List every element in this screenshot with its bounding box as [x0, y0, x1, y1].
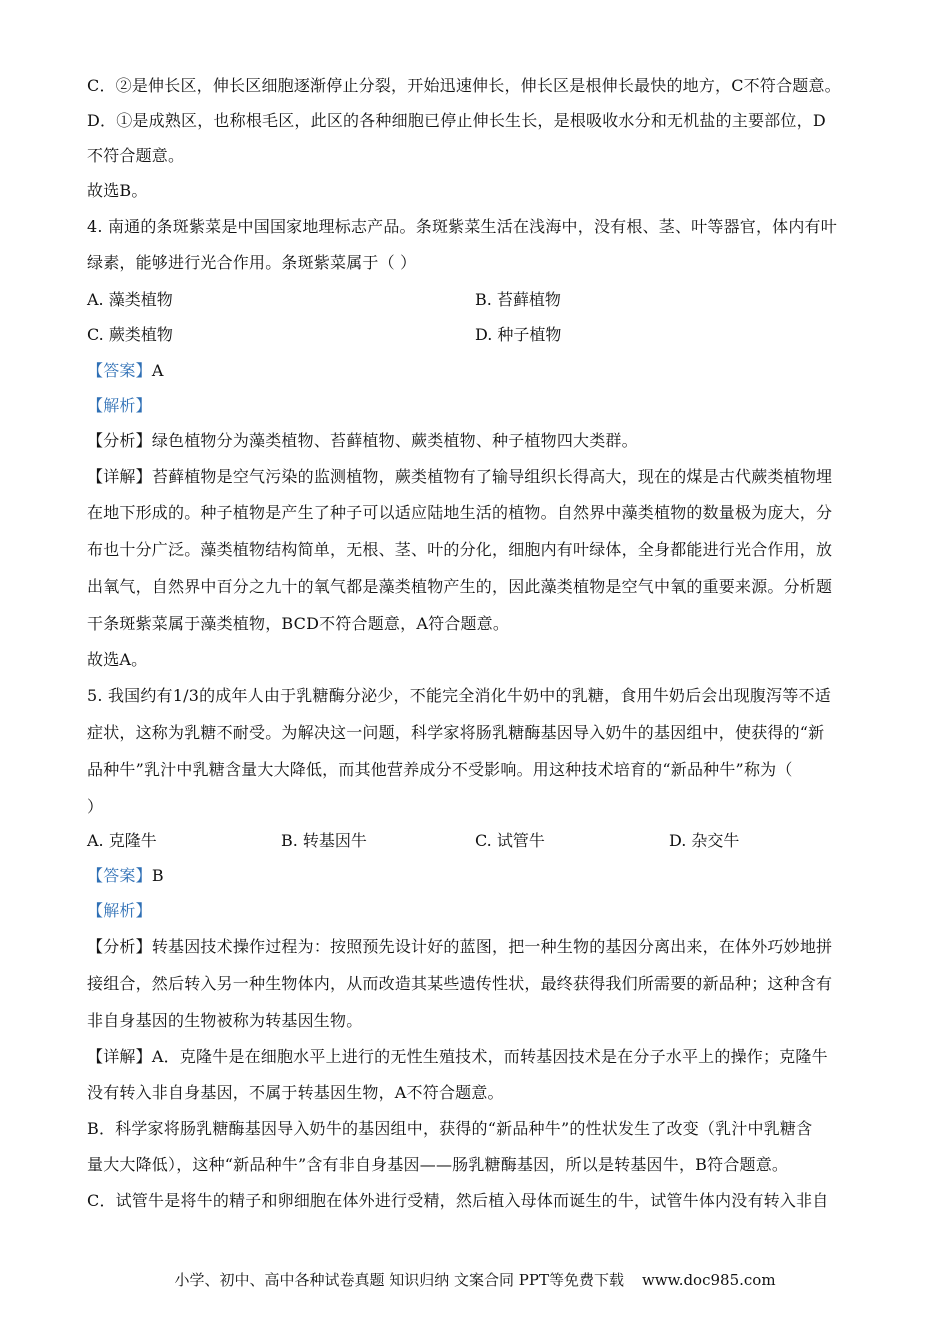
- question-5-text-4: ）: [87, 797, 104, 816]
- q4-option-c: C. 蕨类植物: [87, 325, 173, 344]
- fenxi-tag: 【分析】: [87, 431, 152, 450]
- q5-xiangjie-text: A．克隆牛是在细胞水平上进行的无性生殖技术，而转基因技术是在分子水平上的操作；克隆牛: [151, 1047, 828, 1066]
- q5-fenxi-3: 非自身基因的生物被称为转基因生物。: [87, 1011, 363, 1030]
- footer-url[interactable]: www.doc985.com: [641, 1271, 776, 1289]
- q4-option-a: A. 藻类植物: [87, 290, 173, 309]
- choice-line: 故选B。: [87, 181, 148, 200]
- question-5-text-2: 症状，这称为乳糖不耐受。为解决这一问题，科学家将肠乳糖酶基因导入奶牛的基因组中，使获得的“新: [87, 723, 825, 742]
- q4-option-b: B. 苔藓植物: [475, 290, 561, 309]
- q4-option-d: D. 种子植物: [475, 325, 562, 344]
- q4-xiangjie: [87, 467, 832, 487]
- q4-xiangjie-4: 出氧气，自然界中百分之九十的氧气都是藻类植物产生的，因此藻类植物是空气中氧的重要来源。分析题: [87, 577, 833, 596]
- option-c-explanation: C．②是伸长区，伸长区细胞逐渐停止分裂，开始迅速伸长，伸长区是根伸长最快的地方，C不符合题意。: [87, 76, 841, 95]
- q4-answer: [87, 361, 164, 381]
- page-footer: [0, 1270, 950, 1290]
- q4-xiangjie-2: 在地下形成的。种子植物是产生了种子可以适应陆地生活的植物。自然界中藻类植物的数量极为庞大，分: [87, 503, 833, 522]
- q5-option-b: B. 转基因牛: [281, 831, 367, 850]
- q5-analysis-heading: [87, 901, 152, 921]
- answer-tag: 【答案】: [87, 361, 152, 380]
- question-5-text: 5. 我国约有1/3的成年人由于乳糖酶分泌少，不能完全消化牛奶中的乳糖，食用牛奶后会出现腹泻等不适: [87, 686, 831, 705]
- xiangjie-tag: 【详解】: [87, 1047, 152, 1066]
- q4-xiangjie-3: 布也十分广泛。藻类植物结构简单，无根、茎、叶的分化，细胞内有叶绿体，全身都能进行光合作用，放: [87, 540, 833, 559]
- xiangjie-tag: 【详解】: [87, 467, 152, 486]
- q5-answer: [87, 866, 164, 886]
- option-d-explanation-cont: 不符合题意。: [87, 146, 185, 165]
- answer-tag: 【答案】: [87, 866, 152, 885]
- question-4-text: 4. 南通的条斑紫菜是中国国家地理标志产品。条斑紫菜生活在浅海中，没有根、茎、叶等器官，体内有叶: [87, 217, 837, 236]
- q5-option-b-explanation: B．科学家将肠乳糖酶基因导入奶牛的基因组中，获得的“新品种牛”的性状发生了改变（乳汁中乳糖含: [87, 1119, 813, 1138]
- q4-fenxi: [87, 431, 638, 451]
- q5-fenxi-2: 接组合，然后转入另一种生物体内，从而改造其某些遗传性状，最终获得我们所需要的新品种；这种含有: [87, 974, 833, 993]
- q5-option-a: A. 克隆牛: [87, 831, 157, 850]
- question-4-text-cont: 绿素，能够进行光合作用。条斑紫菜属于（ ）: [87, 253, 417, 272]
- analysis-tag: 【解析】: [87, 396, 152, 415]
- footer-text: 小学、初中、高中各种试卷真题 知识归纳 文案合同 PPT等免费下载: [174, 1271, 624, 1289]
- question-5-text-3: 品种牛”乳汁中乳糖含量大大降低，而其他营养成分不受影响。用这种技术培育的“新品种牛”称为（: [87, 760, 793, 779]
- q4-fenxi-text: 绿色植物分为藻类植物、苔藓植物、蕨类植物、种子植物四大类群。: [151, 431, 638, 450]
- fenxi-tag: 【分析】: [87, 937, 152, 956]
- q4-answer-value: A: [151, 361, 164, 380]
- q4-choice: 故选A。: [87, 650, 148, 669]
- q4-analysis-heading: [87, 396, 152, 416]
- analysis-tag: 【解析】: [87, 901, 152, 920]
- q5-option-c: C. 试管牛: [475, 831, 545, 850]
- q5-xiangjie-2: 没有转入非自身基因，不属于转基因生物，A不符合题意。: [87, 1083, 504, 1102]
- q4-xiangjie-5: 干条斑紫菜属于藻类植物，BCD不符合题意，A符合题意。: [87, 614, 510, 633]
- q5-fenxi: [87, 937, 832, 957]
- option-d-explanation: D．①是成熟区，也称根毛区，此区的各种细胞已停止伸长生长，是根吸收水分和无机盐的主要部位，D: [87, 111, 826, 130]
- q5-option-b-explanation-2: 量大大降低），这种“新品种牛”含有非自身基因——肠乳糖酶基因，所以是转基因牛，B符合题意。: [87, 1155, 789, 1174]
- q5-option-c-explanation: C．试管牛是将牛的精子和卵细胞在体外进行受精，然后植入母体而诞生的牛，试管牛体内没有转入非自: [87, 1191, 829, 1210]
- q5-option-d: D. 杂交牛: [669, 831, 740, 850]
- q4-xiangjie-text: 苔藓植物是空气污染的监测植物，蕨类植物有了输导组织长得高大，现在的煤是古代蕨类植物埋: [151, 467, 833, 486]
- q5-fenxi-text: 转基因技术操作过程为：按照预先设计好的蓝图，把一种生物的基因分离出来，在体外巧妙地拼: [151, 937, 833, 956]
- q5-xiangjie: [87, 1047, 828, 1067]
- q5-answer-value: B: [151, 866, 164, 885]
